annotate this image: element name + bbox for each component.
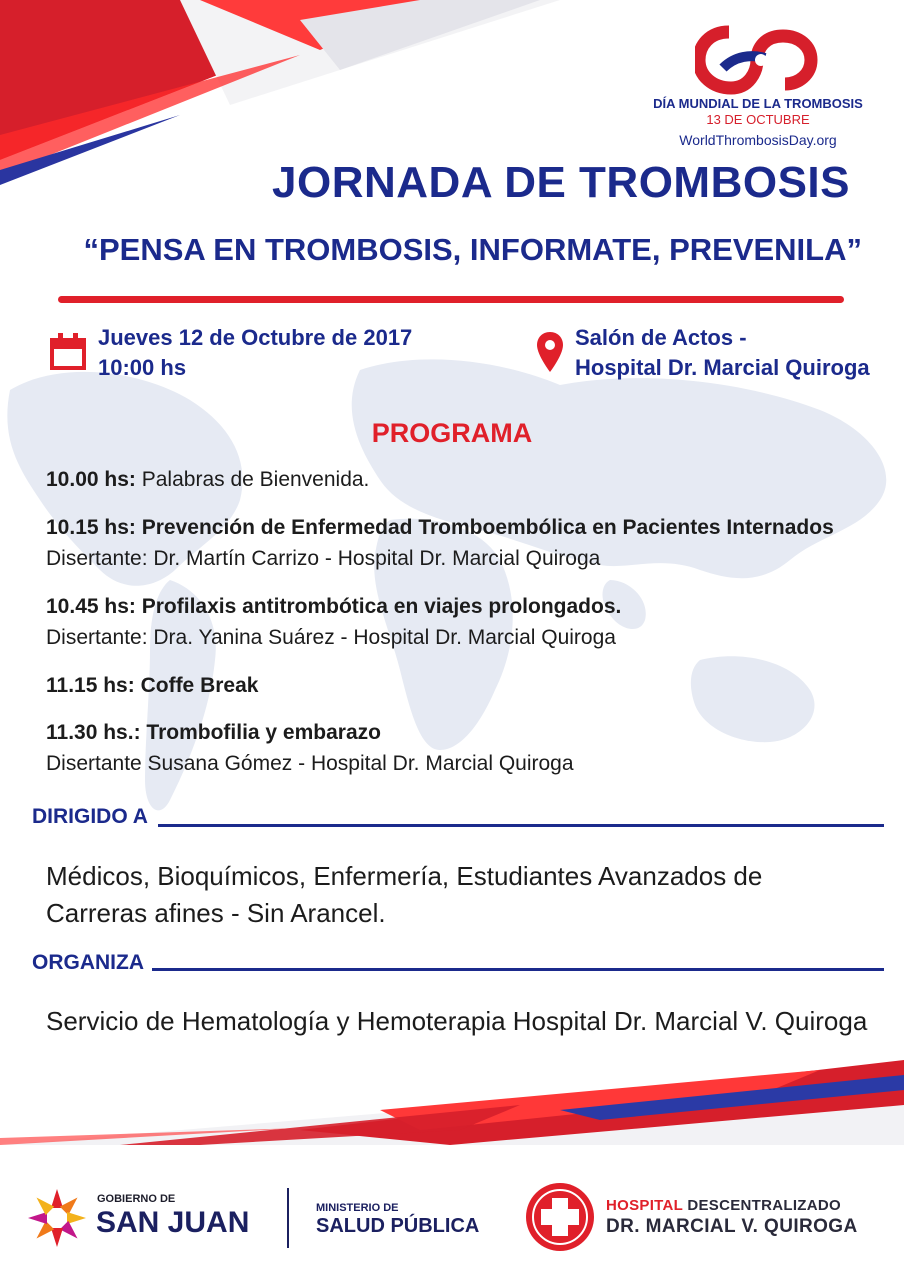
san-juan-small: GOBIERNO DE [97, 1193, 176, 1205]
dirigido-line2: Carreras afines - Sin Arancel. [46, 898, 386, 928]
location-line2: Hospital Dr. Marcial Quiroga [575, 355, 870, 380]
program-speaker: Disertante: Dra. Yanina Suárez - Hospital Dr. Marcial Quiroga [46, 626, 616, 649]
program-item [46, 512, 896, 574]
program-time: 11.15 hs: [46, 674, 135, 697]
organiza-label: ORGANIZA [32, 951, 144, 974]
location-line1: Salón de Actos - [575, 325, 747, 350]
logo-text [640, 96, 876, 148]
san-juan-sun-icon [26, 1187, 88, 1249]
program-time: 10.00 hs: [46, 468, 136, 491]
ministerio-small: MINISTERIO DE [316, 1202, 399, 1214]
dirigido-label: DIRIGIDO A [32, 805, 148, 828]
hospital-cross-icon [525, 1182, 595, 1252]
program-title: Palabras de Bienvenida. [141, 468, 370, 491]
program-time: 10.15 hs: [46, 516, 136, 539]
organiza-rule [152, 968, 884, 971]
logo-url: WorldThrombosisDay.org [679, 132, 837, 148]
program-title: Coffe Break [140, 674, 259, 697]
program-item [46, 464, 896, 495]
footer [0, 1145, 904, 1280]
program-item [46, 717, 896, 779]
location-pin-icon [536, 330, 564, 374]
program-time: 10.45 hs: [46, 595, 136, 618]
event-time: 10:00 hs [98, 355, 187, 380]
program-title: Profilaxis antitrombótica en viajes prolongados. [141, 595, 622, 618]
hospital-rest: DESCENTRALIZADO [687, 1197, 841, 1214]
program-time: 11.30 hs.: [46, 721, 141, 744]
program-speaker: Disertante: Dr. Martín Carrizo - Hospital Dr. Marcial Quiroga [46, 547, 601, 570]
program-title: Prevención de Enfermedad Tromboembólica en Pacientes Internados [141, 516, 834, 539]
programa-heading: PROGRAMA [371, 418, 533, 448]
page-title: JORNADA DE TROMBOSIS [272, 158, 850, 207]
logo-line2: 13 DE OCTUBRE [706, 112, 810, 127]
hospital-name: DR. MARCIAL V. QUIROGA [606, 1216, 858, 1237]
dirigido-line1: Médicos, Bioquímicos, Enfermería, Estudiantes Avanzados de [46, 861, 763, 891]
calendar-icon [50, 332, 86, 370]
page-subtitle: “PENSA EN TROMBOSIS, INFORMATE, PREVENILA” [83, 232, 862, 267]
dirigido-rule [158, 824, 884, 827]
bottom-banner-decoration [0, 1050, 904, 1150]
program-title: Trombofilia y embarazo [146, 721, 381, 744]
dirigido-text [46, 858, 886, 932]
event-location [575, 323, 870, 383]
event-datetime [98, 323, 412, 383]
program-speaker: Disertante Susana Gómez - Hospital Dr. Marcial Quiroga [46, 752, 574, 775]
program-item [46, 591, 896, 653]
hospital-header [606, 1197, 841, 1214]
hospital-word: HOSPITAL [606, 1197, 683, 1214]
ministerio-big: SALUD PÚBLICA [316, 1215, 480, 1237]
world-thrombosis-day-logo [695, 24, 819, 96]
event-date: Jueves 12 de Octubre de 2017 [98, 325, 413, 350]
organiza-text: Servicio de Hematología y Hemoterapia Hospital Dr. Marcial V. Quiroga [46, 1006, 868, 1036]
logo-line1: DÍA MUNDIAL DE LA TROMBOSIS [653, 96, 863, 111]
title-divider [58, 296, 844, 303]
footer-divider [287, 1188, 289, 1248]
program-item [46, 670, 896, 701]
san-juan-big: SAN JUAN [96, 1206, 250, 1239]
